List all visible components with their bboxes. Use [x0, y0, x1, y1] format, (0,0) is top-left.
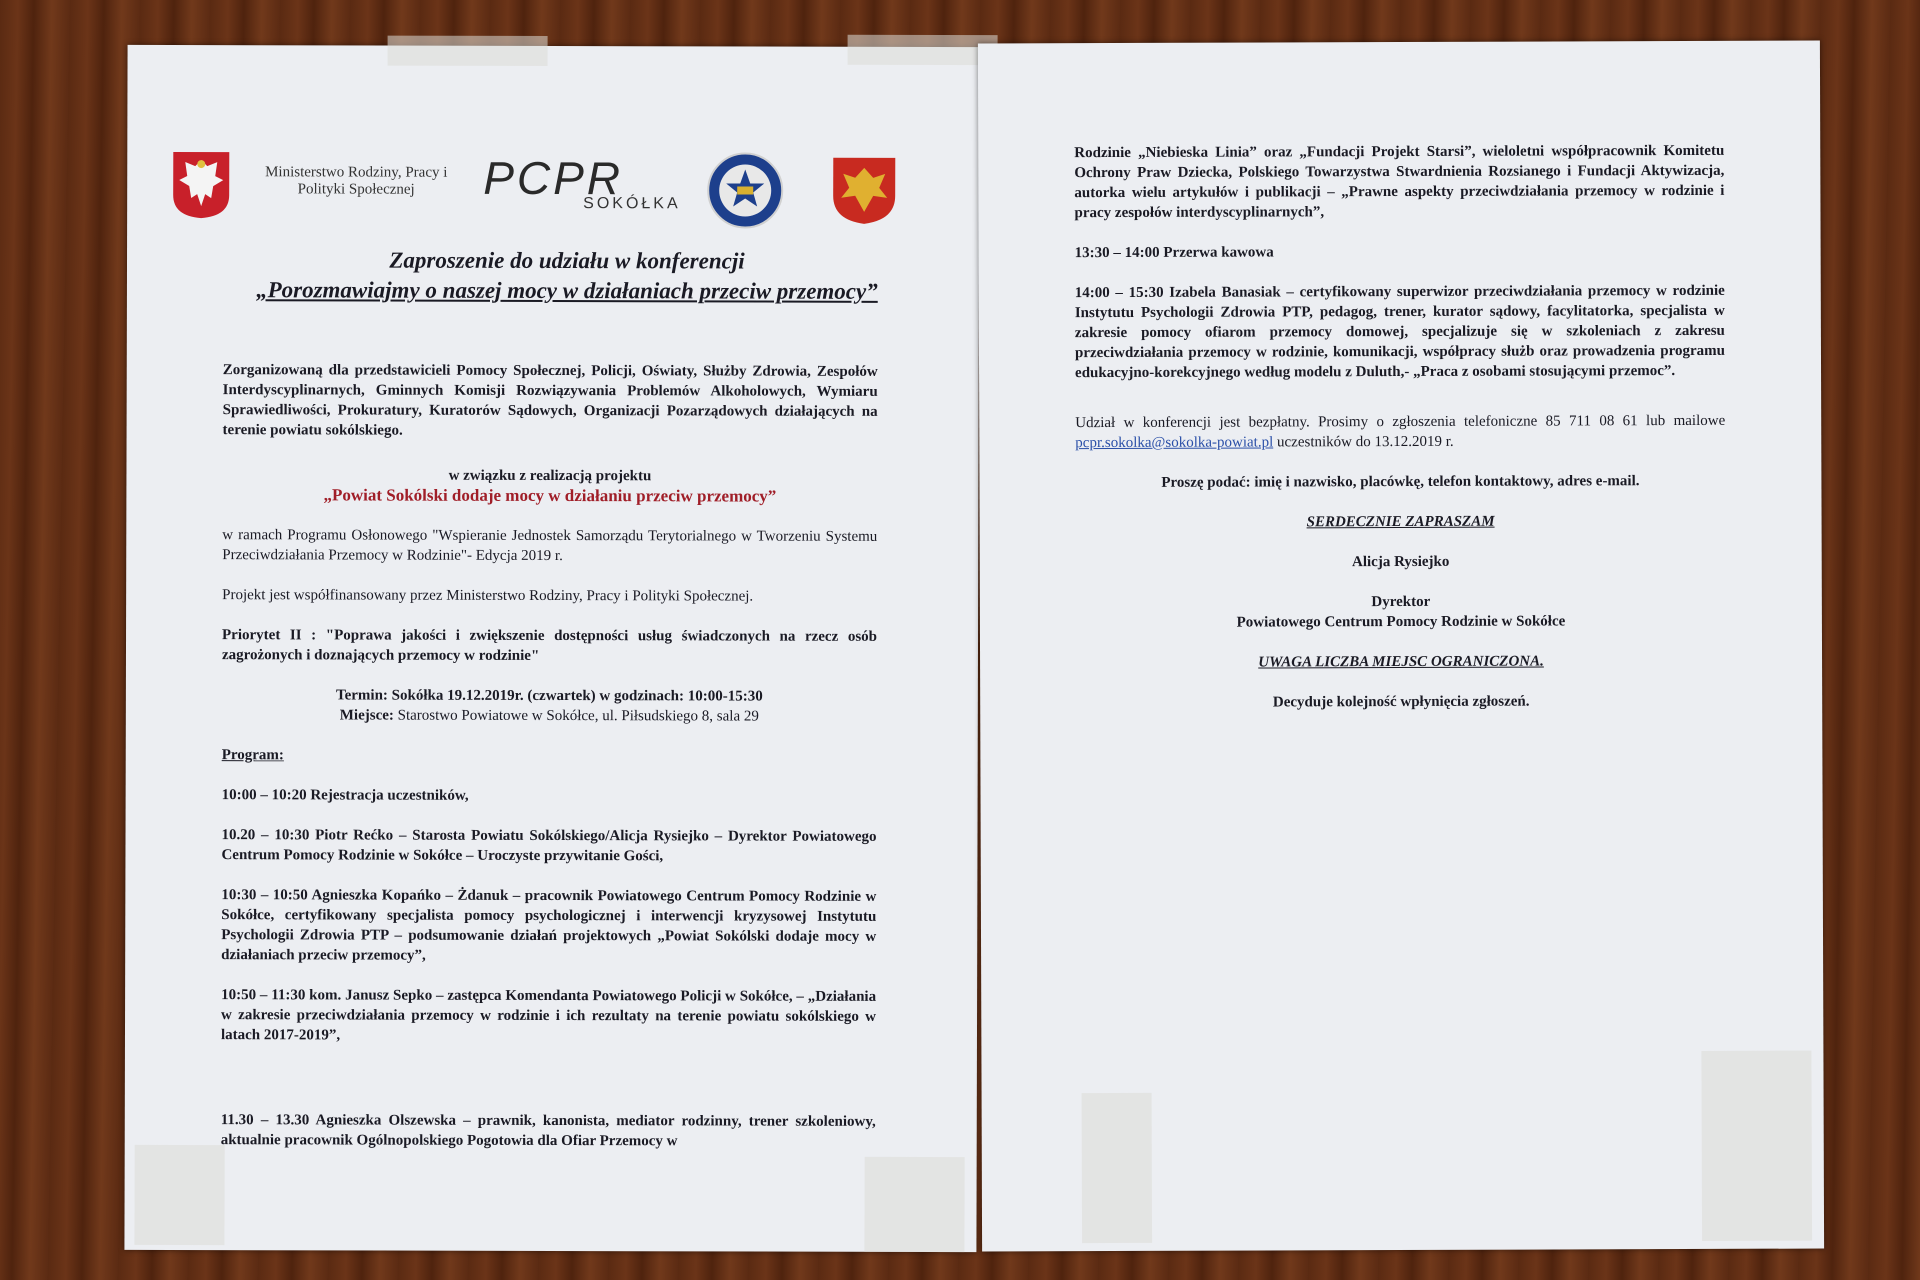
project-name: „Powiat Sokólski dodaje mocy w działaniu przeciw przemocy”	[323, 485, 777, 506]
agenda-continuation: Rodzinie „Niebieska Linia” oraz „Fundacji Projekt Starsi”, wieloletni współpracownik Komitetu Ochrony Praw Dziecka, Polskiego Towarzystwa Stwardnienia Rozsianego i Fundacji Aktywizacja, autorka wielu artykułów i publikacji – „Prawne aspekty przeciwdziałania przemocy w rodzinie i pracy zespołów interdyscyplinarnych”,	[1074, 142, 1725, 222]
order-note: Decyduje kolejność wpłynięcia zgłoszeń.	[1272, 693, 1530, 711]
ministry-logo-text: Ministerstwo Rodziny, Pracy i Polityki Społecznej	[265, 164, 448, 198]
conference-title	[207, 245, 927, 307]
participation-text-1: Udział w konferencji jest bezpłatny. Prosimy o zgłoszenia telefoniczne 85 711 08 61 lub mailowe	[1075, 412, 1726, 432]
place-line	[222, 705, 877, 727]
signer-name: Alicja Rysiejko	[1351, 553, 1450, 571]
participation-text-2: uczestników do 13.12.2019 r.	[1276, 433, 1454, 451]
tape	[134, 1145, 224, 1245]
program-heading: Program:	[221, 747, 284, 764]
agenda-item: 10:30 – 10:50 Agnieszka Kopańko – Żdanuk – pracownik Powiatowego Centrum Pomocy Rodzinie w Sokółce, certyfikowany specjalista pomocy psychologicznej i interwencji kryzysowej Instytutu Psychologii Zdrowia PTP – podsumowanie działań projektowych „Powiat Sokólski dodaje mocy w działaniach przeciw przemocy”,	[221, 887, 877, 964]
title-line-1: Zaproszenie do udziału w konferencji	[389, 247, 745, 274]
cofinanced-paragraph: Projekt jest współfinansowany przez Ministerstwo Rodziny, Pracy i Polityki Społecznej.	[222, 587, 754, 605]
provide-info: Proszę podać: imię i nazwisko, placówkę, telefon kontaktowy, adres e-mail.	[1161, 473, 1640, 491]
pcpr-logo	[483, 151, 693, 214]
participation-paragraph	[1075, 411, 1725, 453]
tape	[848, 35, 998, 65]
agenda-item: 10:50 – 11:30 kom. Janusz Sepko – zastępca Komendanta Powiatowego Policji w Sokółce, – „Działania w zakresie przeciwdziałania przemocy w rodzinie i ich rezultaty na terenie powiatu sokólskiego w latach 2017-2019”,	[220, 987, 877, 1044]
title-line-2: „Porozmawiajmy o naszej mocy w działaniach przeciw przemocy”	[256, 277, 878, 304]
logo-bar	[171, 150, 896, 232]
term-line	[222, 685, 877, 707]
agenda-session: 14:00 – 15:30 Izabela Banasiak – certyfikowany superwizor przeciwdziałania przemocy w rodzinie Instytutu Psychologii Zdrowia PTP, pedagog, trener, kurator sądowy, facylitatorka, specjalista w zakresie pomocy ofiarom przemocy domowej, specjalizuje się w szkoleniach z zakresu przeciwdziałania przemocy w rodzinie, komunikacji, współpracy służb oraz prowadzenia programu edukacyjno-korekcyjnego według modelu z Duluth,- „Praca z osobami stosującymi przemoc”.	[1074, 282, 1725, 382]
tape	[1082, 1093, 1153, 1243]
tape	[1701, 1051, 1812, 1241]
polish-eagle-icon	[171, 150, 231, 220]
project-intro: w związku z realizacją projektu	[448, 467, 652, 485]
term-label: Termin:	[335, 687, 388, 704]
place-value: Starostwo Powiatowe w Sokółce, ul. Piłsudskiego 8, sala 29	[397, 707, 759, 725]
agenda-break: 13:30 – 14:00 Przerwa kawowa	[1074, 244, 1274, 262]
limited-seats-warning: UWAGA LICZBA MIEJSC OGRANICZONA.	[1258, 653, 1544, 671]
tape	[864, 1157, 964, 1252]
priority-paragraph: Priorytet II : "Poprawa jakości i zwiększenie dostępności usług świadczonych na rzecz osób zagrożonych i doznających przemocy w rodzinie"	[221, 627, 878, 664]
signer-institution: Powiatowego Centrum Pomocy Rodzinie w Sokółce	[1236, 613, 1566, 631]
tape	[388, 36, 548, 66]
email-link[interactable]: pcpr.sokolka@sokolka-powiat.pl	[1075, 434, 1274, 452]
invitation: SERDECZNIE ZAPRASZAM	[1306, 513, 1495, 531]
program-paragraph: w ramach Programu Osłonowego "Wspieranie Jednostek Samorządu Terytorialnego w Tworzeniu Systemu Przeciwdziałania Przemocy w Rodzinie"- Edycja 2019 r.	[222, 527, 878, 565]
coat-of-arms-icon	[831, 156, 897, 226]
pcpr-logo-subtitle: SOKÓŁKA	[583, 195, 681, 213]
police-badge-icon	[706, 151, 784, 229]
left-page	[124, 45, 979, 1252]
signer-role: Dyrektor	[1371, 593, 1431, 611]
term-value: Sokółka 19.12.2019r. (czwartek) w godzinach: 10:00-15:30	[391, 687, 763, 705]
agenda-item: 10.20 – 10:30 Piotr Rećko – Starosta Powiatu Sokólskiego/Alicja Rysiejko – Dyrektor Powiatowego Centrum Pomocy Rodzinie w Sokółce – Uroczyste przywitanie Gości,	[221, 827, 877, 865]
place-label: Miejsce:	[339, 707, 394, 724]
agenda-item: 11.30 – 13.30 Agnieszka Olszewska – prawnik, kanonista, mediator rodzinny, trener szkoleniowy, aktualnie pracownik Ogólnopolskiego Pogotowia dla Ofiar Przemocy w	[220, 1112, 876, 1150]
pcpr-logo-word: PCPR	[483, 151, 624, 205]
right-page	[978, 41, 1824, 1252]
organized-paragraph: Zorganizowaną dla przedstawicieli Pomocy Społecznej, Policji, Oświaty, Służby Zdrowia, Zespołów Interdyscyplinarnych, Gminnych Komisji Rozwiązywania Problemów Alkoholowych, Wymiaru Sprawiedliwości, Prokuratury, Kuratorów Sądowych, Organizacji Pozarządowych działających na terenie powiatu sokólskiego.	[222, 362, 878, 439]
agenda-item: 10:00 – 10:20 Rejestracja uczestników,	[221, 787, 469, 804]
